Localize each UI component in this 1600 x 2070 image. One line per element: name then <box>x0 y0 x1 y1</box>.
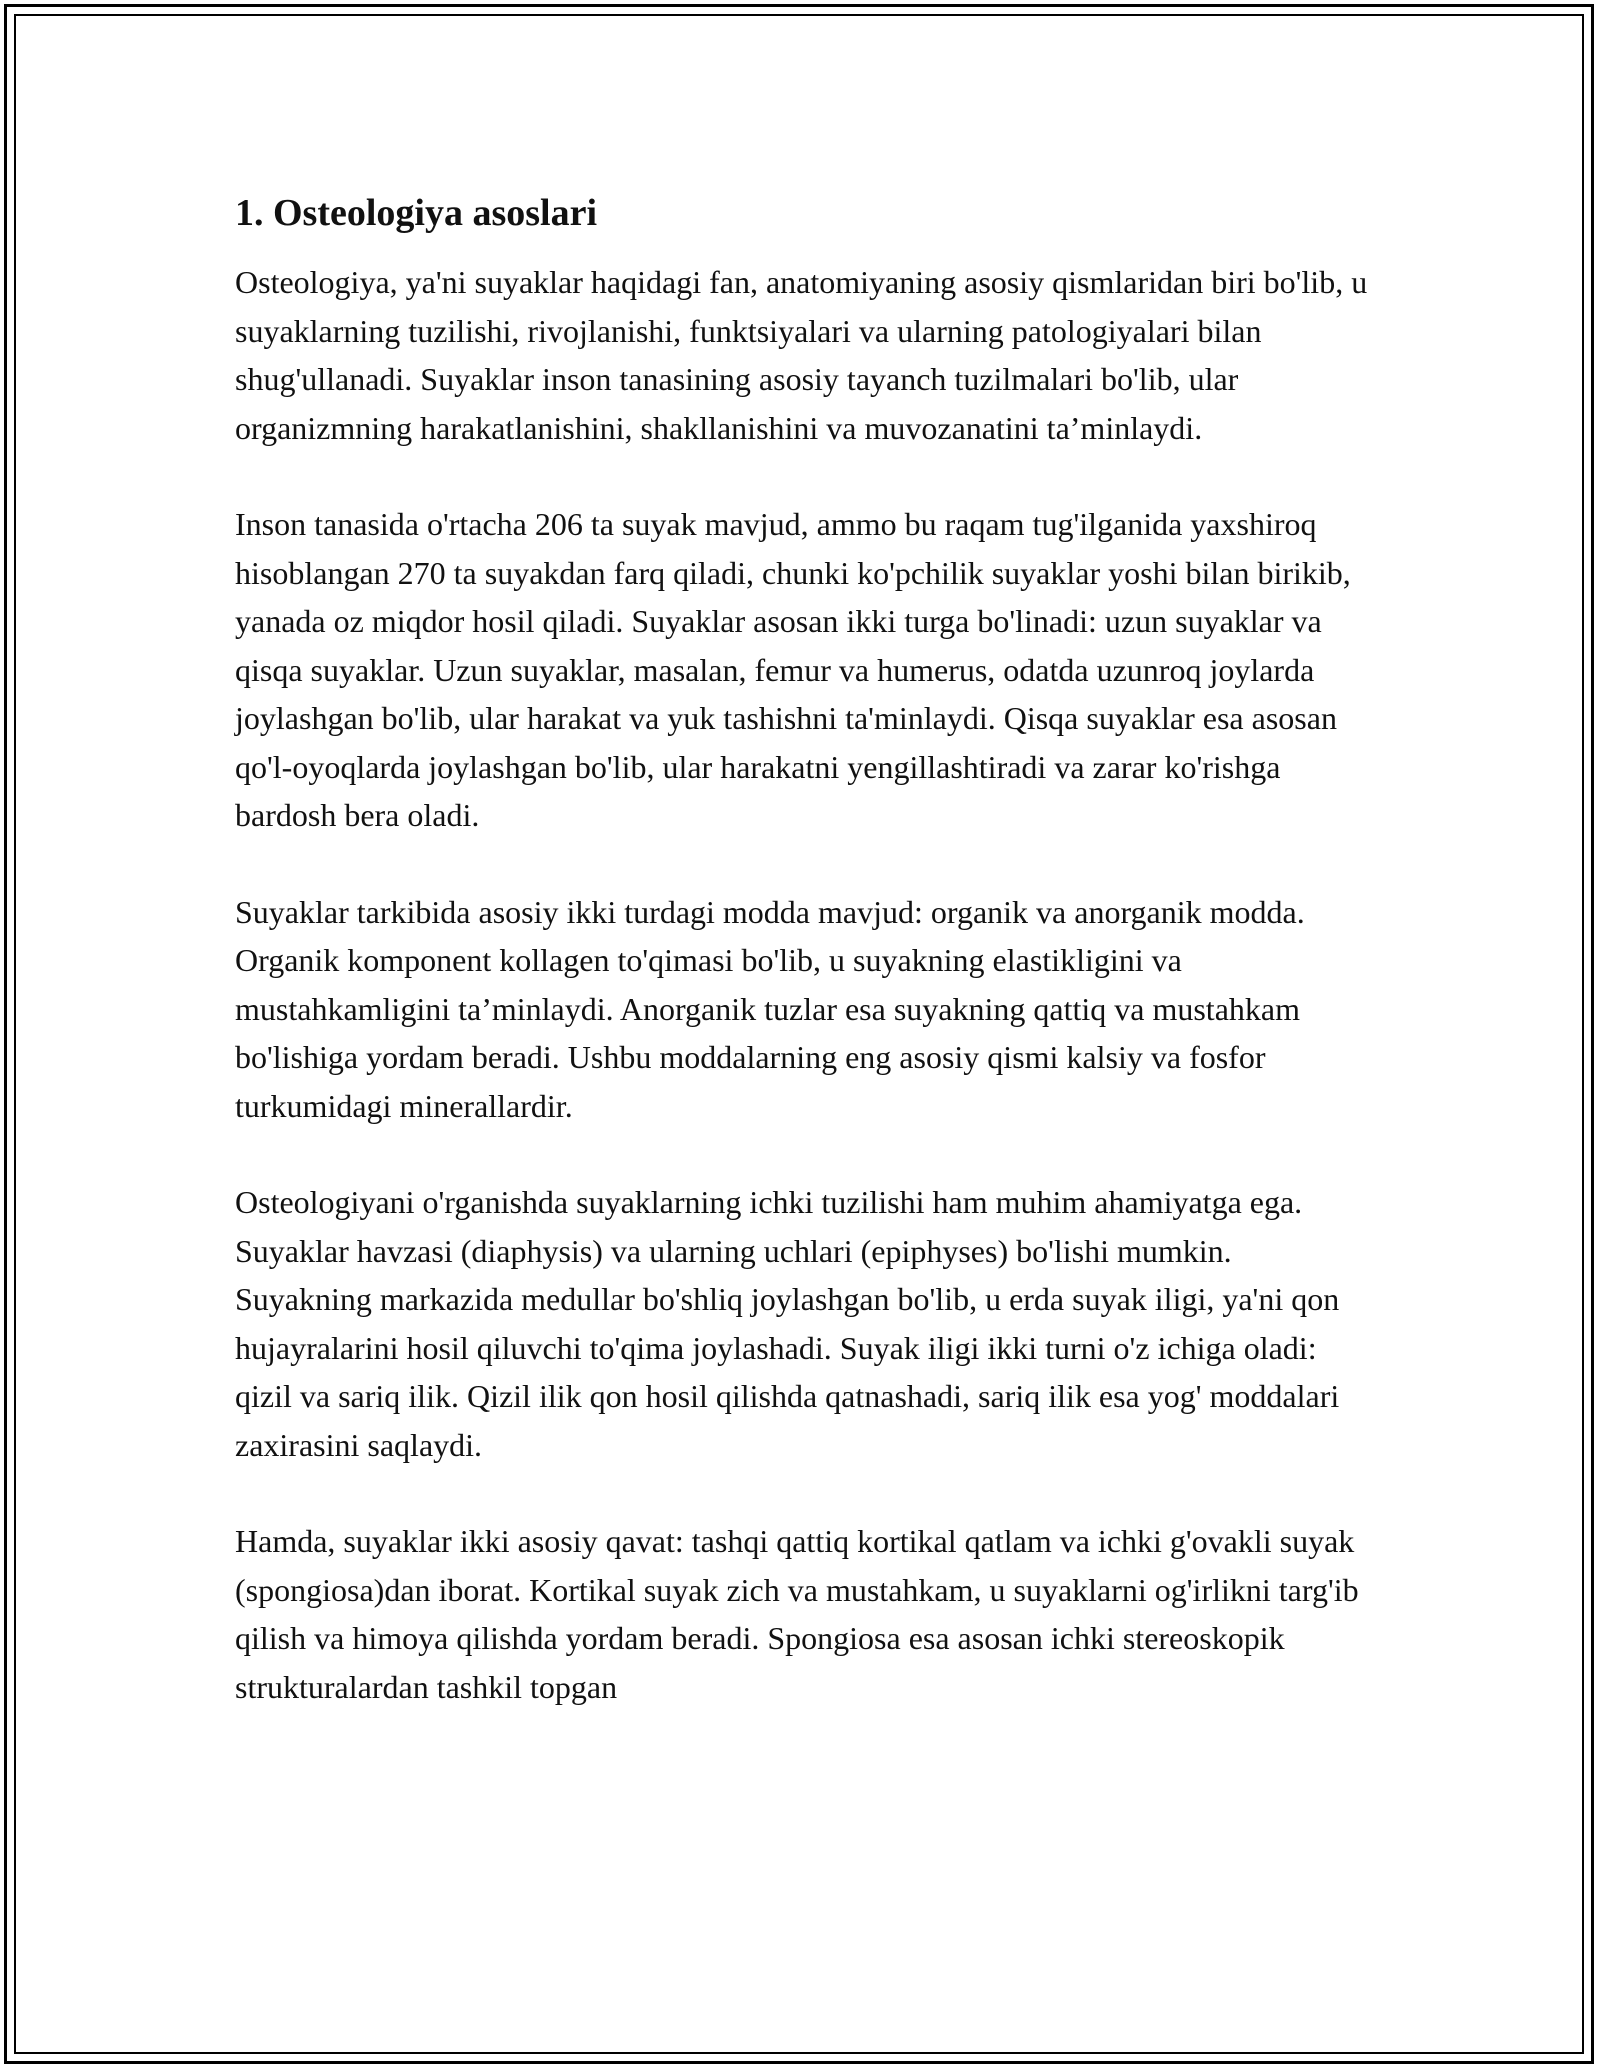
paragraph-2: Inson tanasida o'rtacha 206 ta suyak mavjud, ammo bu raqam tug'ilganida yaxshiroq hisoblangan 270 ta suyakdan farq qiladi, chunki ko'pchilik suyaklar yoshi bilan birikib, yanada oz miqdor hosil qiladi. Suyaklar asosan ikki turga bo'linadi: uzun suyaklar va qisqa suyaklar. Uzun suyaklar, masalan, femur va humerus, odatda uzunroq joylarda joylashgan bo'lib, ular harakat va yuk tashishni ta'minlaydi. Qisqa suyaklar esa asosan qo'l-oyoqlarda joylashgan bo'lib, ular harakatni yengillashtiradi va zarar ko'rishga bardosh bera oladi. <box>235 506 1351 833</box>
document-body <box>235 186 1375 1759</box>
paragraph-5: Hamda, suyaklar ikki asosiy qavat: tashqi qattiq kortikal qatlam va ichki g'ovakli suyak (spongiosa)dan iborat. Kortikal suyak zich va mustahkam, u suyaklarni og'irlikni targ'ib qilish va himoya qilishda yordam beradi. Spongiosa esa asosan ichki stereoskopik strukturalardan tashkil topgan <box>235 1523 1359 1705</box>
paragraph-4: Osteologiyani o'rganishda suyaklarning ichki tuzilishi ham muhim ahamiyatga ega. Suyaklar havzasi (diaphysis) va ularning uchlari (epiphyses) bo'lishi mumkin. Suyakning markazida medullar bo'shliq joylashgan bo'lib, u erda suyak iligi, ya'ni qon hujayralarini hosil qiluvchi to'qima joylashadi. Suyak iligi ikki turni o'z ichiga oladi: qizil va sariq ilik. Qizil ilik qon hosil qilishda qatnashadi, sariq ilik esa yog' moddalari zaxirasini saqlaydi. <box>235 1184 1340 1463</box>
paragraph-3: Suyaklar tarkibida asosiy ikki turdagi modda mavjud: organik va anorganik modda. Organik komponent kollagen to'qimasi bo'lib, u suyakning elastikligini va mustahkamligini ta’minlaydi. Anorganik tuzlar esa suyakning qattiq va mustahkam bo'lishiga yordam beradi. Ushbu moddalarning eng asosiy qismi kalsiy va fosfor turkumidagi minerallardir. <box>235 893 1305 1124</box>
paragraph-1: Osteologiya, ya'ni suyaklar haqidagi fan, anatomiyaning asosiy qismlaridan biri bo'lib, u suyaklarning tuzilishi, rivojlanishi, funktsiyalari va ularning patologiyalari bilan shug'ullanadi. Suyaklar inson tanasining asosiy tayanch tuzilmalari bo'lib, ular organizmning harakatlanishini, shakllanishini va muvozanatini ta’minlaydi. <box>235 264 1368 446</box>
section-title: 1. Osteologiya asoslari <box>235 192 598 234</box>
